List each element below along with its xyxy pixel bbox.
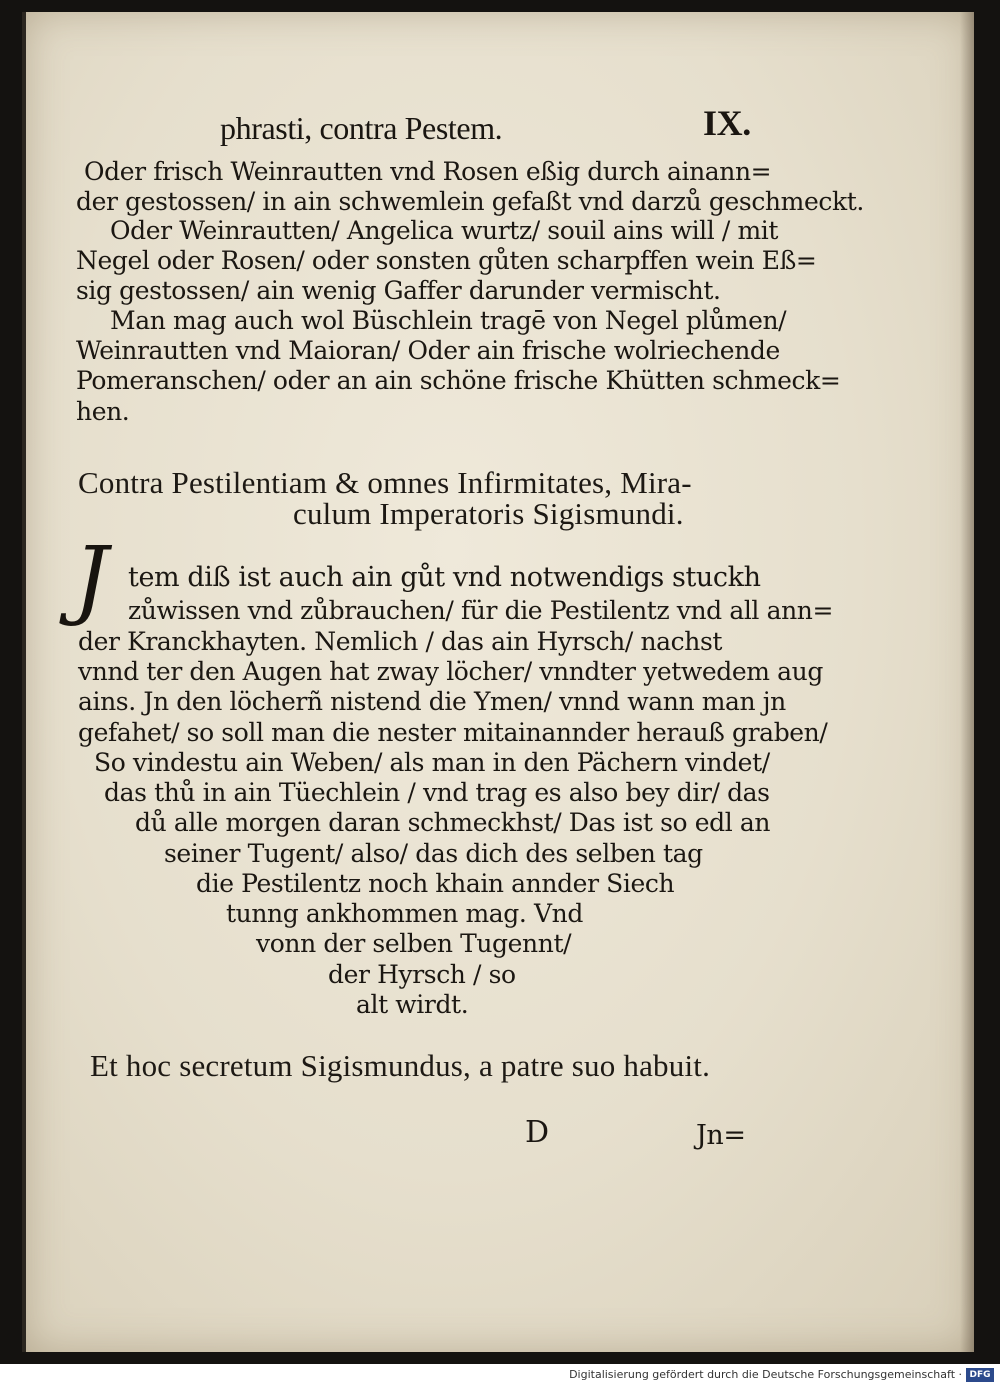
- folio-number: IX.: [703, 103, 751, 143]
- main-text-line: So vindestu ain Weben/ als man in den Pächern vindet/: [94, 748, 770, 777]
- main-text-line: tem diß ist auch ain gůt vnd notwendigs stuckh: [128, 562, 761, 593]
- main-text-line: alt wirdt.: [356, 990, 469, 1019]
- running-title: phrasti, contra Pestem.: [220, 110, 503, 146]
- main-text-line: zůwissen vnd zůbrauchen/ für die Pestilentz vnd all ann=: [128, 596, 834, 625]
- drop-capital: J: [73, 529, 109, 629]
- footer-credit: Digitalisierung gefördert durch die Deutsche Forschungsgemeinschaft ·: [569, 1368, 962, 1381]
- paragraph2-line: Man mag auch wol Büschlein tragē von Negel plůmen/: [110, 306, 787, 335]
- paragraph1-line: sig gestossen/ ain wenig Gaffer darunder vermischt.: [76, 276, 721, 305]
- main-text-line: vnnd ter den Augen hat zway löcher/ vnndter yetwedem aug: [78, 657, 823, 686]
- paragraph2-line: hen.: [76, 397, 130, 426]
- section-title-line: Contra Pestilentiam & omnes Infirmitates, Mira-: [78, 465, 692, 500]
- dfg-logo: DFG: [966, 1368, 994, 1382]
- signature-mark: D: [525, 1115, 549, 1150]
- section-title-line: culum Imperatoris Sigismundi.: [293, 496, 684, 531]
- main-text-line: dů alle morgen daran schmeckhst/ Das ist so edl an: [135, 808, 771, 837]
- catchword: Jn=: [696, 1120, 746, 1151]
- footer-bar: [0, 1364, 1000, 1387]
- paragraph1-line: Oder Weinrautten/ Angelica wurtz/ souil ains will / mit: [110, 216, 779, 245]
- main-text-line: das thů in ain Tüechlein / vnd trag es also bey dir/ das: [104, 778, 770, 807]
- paragraph1-line: Negel oder Rosen/ oder sonsten gůten scharpffen wein Eß=: [76, 246, 817, 275]
- main-text-line: seiner Tugent/ also/ das dich des selben tag: [164, 839, 703, 868]
- main-text-line: die Pestilentz noch khain annder Siech: [196, 869, 675, 898]
- paragraph2-line: Pomeranschen/ oder an ain schöne frische Khütten schmeck=: [76, 366, 841, 395]
- main-text-line: der Kranckhayten. Nemlich / das ain Hyrsch/ nachst: [78, 627, 723, 656]
- closing-line: Et hoc secretum Sigismundus, a patre suo habuit.: [90, 1048, 711, 1083]
- main-text-line: der Hyrsch / so: [328, 960, 516, 989]
- main-text-line: vonn der selben Tugennt/: [256, 929, 572, 958]
- main-text-line: tunng ankhommen mag. Vnd: [226, 899, 583, 928]
- paragraph1-line: der gestossen/ in ain schwemlein gefaßt vnd darzů geschmeckt.: [76, 187, 864, 216]
- paragraph1-line: Oder frisch Weinrautten vnd Rosen eßig durch ainann=: [84, 157, 772, 186]
- main-text-line: ains. Jn den löcherñ nistend die Ymen/ vnnd wann man jn: [78, 687, 786, 716]
- paragraph2-line: Weinrautten vnd Maioran/ Oder ain frische wolriechende: [76, 336, 780, 365]
- main-text-line: gefahet/ so soll man die nester mitainannder herauß graben/: [78, 718, 828, 747]
- page-edge-shadow: [960, 12, 974, 1352]
